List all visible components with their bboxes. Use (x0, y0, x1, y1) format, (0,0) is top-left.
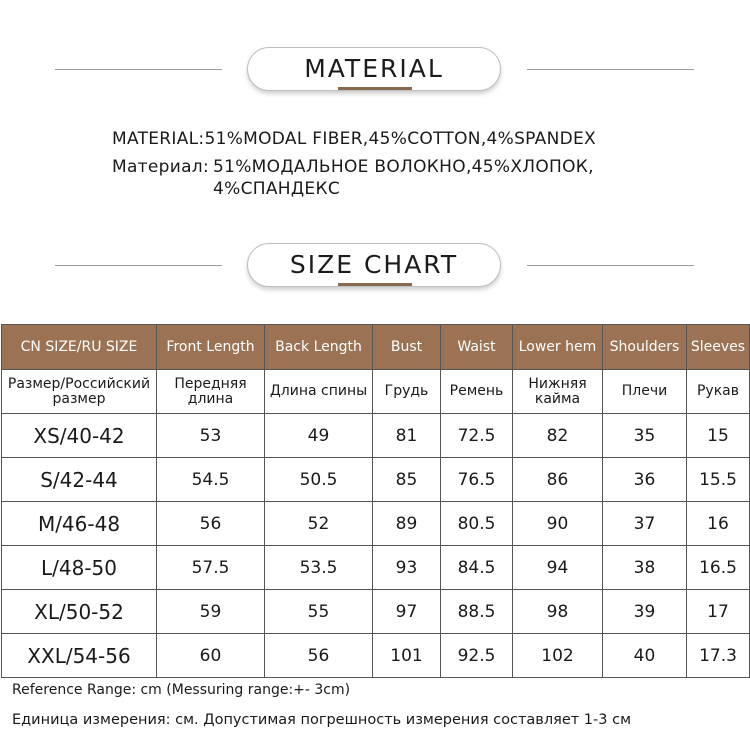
material-line-ru (112, 156, 652, 200)
material-section-title (0, 47, 750, 93)
ru-header-cell: Рукав (687, 370, 750, 414)
header-cell: Shoulders (603, 325, 687, 370)
title-pill (247, 243, 501, 287)
title-rule-left (55, 265, 222, 266)
table-cell: 36 (603, 458, 687, 502)
title-rule-right (527, 265, 694, 266)
table-cell: 16 (687, 502, 750, 546)
table-cell: 86 (513, 458, 603, 502)
table-cell: 101 (373, 634, 441, 678)
size-cell: XXL/54-56 (2, 634, 157, 678)
ru-header-cell: Размер/Российский размер (2, 370, 157, 414)
table-row (2, 502, 750, 546)
ru-header-cell: Плечи (603, 370, 687, 414)
header-cell: Waist (441, 325, 513, 370)
title-underline (338, 283, 412, 286)
table-cell: 54.5 (157, 458, 265, 502)
table-ru-header-row (2, 370, 750, 414)
size-chart-section-title (0, 243, 750, 289)
material-label-ru: Материал: (112, 157, 209, 177)
table-cell: 76.5 (441, 458, 513, 502)
table-cell: 53 (157, 414, 265, 458)
table-cell: 97 (373, 590, 441, 634)
title-rule-right (527, 69, 694, 70)
table-cell: 89 (373, 502, 441, 546)
header-cell: Sleeves (687, 325, 750, 370)
table-cell: 55 (265, 590, 373, 634)
table-cell: 50.5 (265, 458, 373, 502)
title-underline (338, 87, 412, 90)
title-rule-left (55, 69, 222, 70)
size-cell: S/42-44 (2, 458, 157, 502)
material-value-en: 51%MODAL FIBER,45%COTTON,4%SPANDEX (204, 129, 596, 149)
table-cell: 56 (157, 502, 265, 546)
table-cell: 98 (513, 590, 603, 634)
header-cell: Lower hem (513, 325, 603, 370)
table-cell: 94 (513, 546, 603, 590)
ru-header-cell: Грудь (373, 370, 441, 414)
table-cell: 17.3 (687, 634, 750, 678)
material-label-en: MATERIAL: (112, 129, 205, 149)
table-cell: 39 (603, 590, 687, 634)
header-cell: Back Length (265, 325, 373, 370)
table-cell: 57.5 (157, 546, 265, 590)
table-cell: 52 (265, 502, 373, 546)
table-cell: 88.5 (441, 590, 513, 634)
table-cell: 85 (373, 458, 441, 502)
table-row (2, 546, 750, 590)
header-cell: Bust (373, 325, 441, 370)
table-row (2, 414, 750, 458)
table-cell: 53.5 (265, 546, 373, 590)
header-cell: Front Length (157, 325, 265, 370)
table-row (2, 590, 750, 634)
table-cell: 35 (603, 414, 687, 458)
table-row (2, 634, 750, 678)
header-cell: CN SIZE/RU SIZE (2, 325, 157, 370)
size-cell: XL/50-52 (2, 590, 157, 634)
ru-header-cell: Длина спины (265, 370, 373, 414)
size-chart-table (1, 324, 750, 678)
size-cell: XS/40-42 (2, 414, 157, 458)
table-cell: 92.5 (441, 634, 513, 678)
table-header-row (2, 325, 750, 370)
table-cell: 17 (687, 590, 750, 634)
table-cell: 82 (513, 414, 603, 458)
size-chart-title-text: SIZE CHART (289, 250, 459, 279)
table-cell: 37 (603, 502, 687, 546)
size-cell: L/48-50 (2, 546, 157, 590)
table-cell: 81 (373, 414, 441, 458)
table-cell: 16.5 (687, 546, 750, 590)
reference-range-note-ru: Единица измерения: см. Допустимая погрешность измерения составляет 1-3 см (12, 712, 632, 728)
table-cell: 56 (265, 634, 373, 678)
table-cell: 15 (687, 414, 750, 458)
material-line-en (112, 128, 596, 150)
ru-header-cell: Ремень (441, 370, 513, 414)
size-cell: M/46-48 (2, 502, 157, 546)
table-cell: 15.5 (687, 458, 750, 502)
table-cell: 40 (603, 634, 687, 678)
ru-header-cell: Нижняя кайма (513, 370, 603, 414)
table-row (2, 458, 750, 502)
table-cell: 49 (265, 414, 373, 458)
table-cell: 80.5 (441, 502, 513, 546)
table-cell: 102 (513, 634, 603, 678)
table-cell: 38 (603, 546, 687, 590)
table-cell: 93 (373, 546, 441, 590)
reference-range-note-en: Reference Range: cm (Messuring range:+- 3cm) (12, 682, 351, 698)
table-cell: 84.5 (441, 546, 513, 590)
material-title-text: MATERIAL (304, 54, 444, 83)
ru-header-cell: Передняя длина (157, 370, 265, 414)
title-pill (247, 47, 501, 91)
table-cell: 60 (157, 634, 265, 678)
table-cell: 59 (157, 590, 265, 634)
table-cell: 72.5 (441, 414, 513, 458)
material-value-ru: 51%МОДАЛЬНОЕ ВОЛОКНО,45%ХЛОПОК, 4%СПАНДЕКС (213, 157, 594, 199)
table-cell: 90 (513, 502, 603, 546)
